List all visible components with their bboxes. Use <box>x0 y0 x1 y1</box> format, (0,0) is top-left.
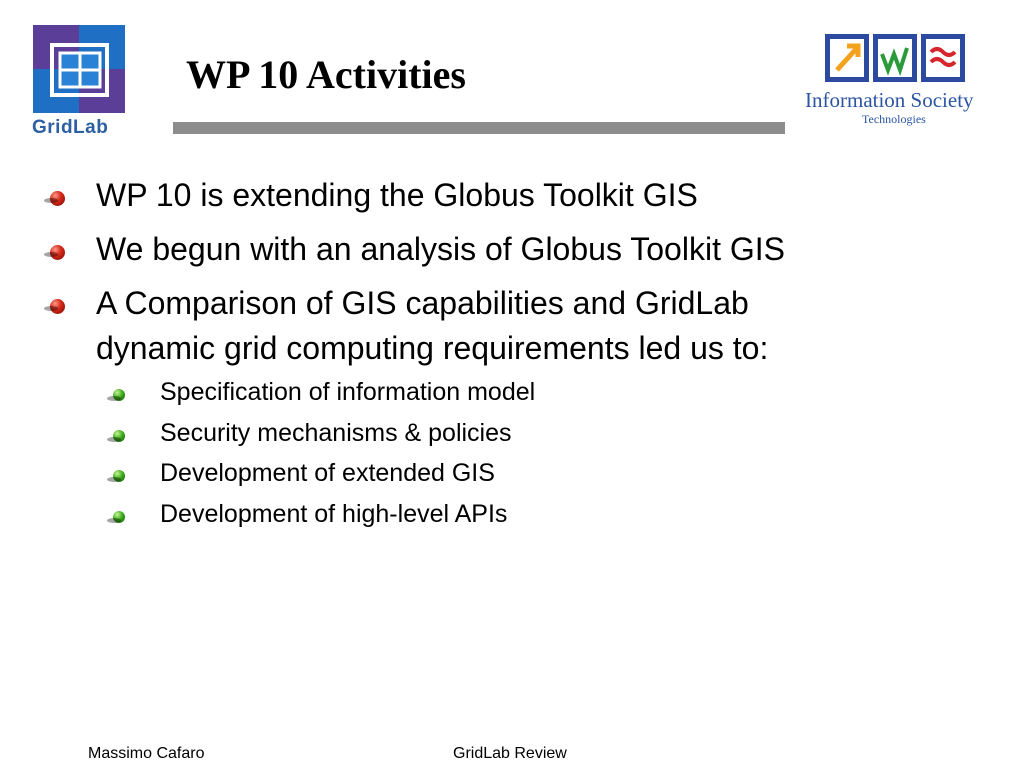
bullet-icon <box>50 299 65 314</box>
bullet-item: A Comparison of GIS capabilities and GridLab <box>96 285 749 321</box>
title-divider <box>173 122 785 134</box>
bullet-item: WP 10 is extending the Globus Toolkit GIS <box>96 177 698 213</box>
sub-bullet-icon <box>113 430 125 442</box>
gridlab-logo-text: GridLab <box>32 117 109 138</box>
footer-title: GridLab Review <box>453 745 567 762</box>
bullet-item: We begun with an analysis of Globus Toolkit GIS <box>96 231 785 267</box>
sub-bullet-item: Security mechanisms & policies <box>160 419 512 447</box>
bullet-icon <box>50 245 65 260</box>
ist-logo-subtext: Technologies <box>862 112 926 126</box>
sub-bullet-icon <box>113 470 125 482</box>
bullet-item-continuation: dynamic grid computing requirements led us to: <box>96 330 769 366</box>
slide-title: WP 10 Activities <box>186 52 466 97</box>
sub-bullet-item: Specification of information model <box>160 378 536 406</box>
sub-bullet-icon <box>113 511 125 523</box>
ist-logo-icon <box>825 30 975 86</box>
gridlab-logo-icon <box>30 25 130 117</box>
footer-author: Massimo Cafaro <box>88 745 205 762</box>
sub-bullet-item: Development of high-level APIs <box>160 500 508 528</box>
sub-bullet-item: Development of extended GIS <box>160 459 495 487</box>
bullet-icon <box>50 191 65 206</box>
gridlab-logo <box>30 25 130 140</box>
ist-logo-text: Information Society <box>805 88 974 112</box>
sub-bullet-icon <box>113 389 125 401</box>
ist-logo <box>805 30 995 130</box>
